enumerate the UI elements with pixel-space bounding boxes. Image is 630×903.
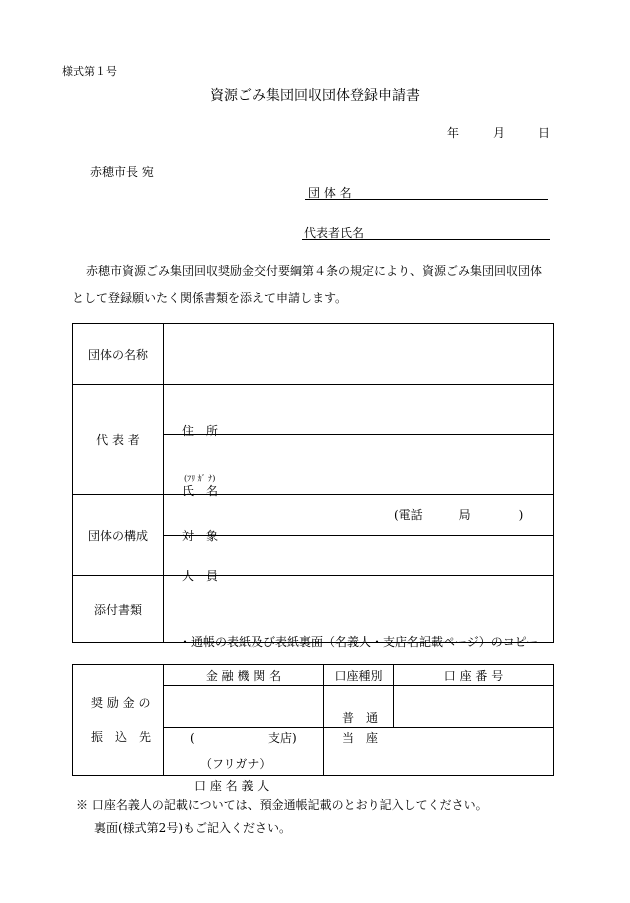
name-label: 氏 名 xyxy=(182,483,219,498)
note-line-1: ※ 口座名義人の記載については、預金通帳記載のとおり記入してください。 xyxy=(76,798,488,812)
form-number: 様式第１号 xyxy=(62,65,117,78)
account-number-field[interactable] xyxy=(394,686,554,728)
date-month: 月 xyxy=(493,126,506,140)
account-type-field[interactable] xyxy=(324,686,394,745)
body-line-2: として登録願いたく関係書類を添えて申請します。 xyxy=(72,291,348,305)
composition-header: 団体の構成 xyxy=(73,495,164,576)
name-field[interactable] xyxy=(164,435,554,522)
page-title: 資源ごみ集団回収団体登録申請書 xyxy=(210,88,420,104)
side-label-2: 振 込 先 xyxy=(91,730,152,744)
account-holder-label-cell xyxy=(164,728,324,793)
bank-name-field[interactable] xyxy=(164,686,324,745)
group-name-label: 団 体 名 xyxy=(308,186,352,200)
representative-name-line[interactable] xyxy=(302,239,550,240)
account-number-header: 口 座 番 号 xyxy=(394,665,554,686)
holder-label: 口 座 名 義 人 xyxy=(194,778,270,793)
representative-header: 代 表 者 xyxy=(73,385,164,495)
account-type-current: 当 座 xyxy=(342,730,379,745)
branch-open-paren: ( xyxy=(190,730,195,745)
representative-name-label: 代表者氏名 xyxy=(304,226,365,240)
transfer-destination-header xyxy=(73,665,164,776)
note-line-2: 裏面(様式第2号)もご記入ください。 xyxy=(94,821,291,835)
group-name-field[interactable] xyxy=(164,324,554,385)
branch-label: 支店) xyxy=(268,730,297,745)
account-type-ordinary: 普 通 xyxy=(342,710,379,725)
account-type-header: 口座種別 xyxy=(324,665,394,686)
date-year: 年 xyxy=(447,126,460,140)
furigana-label: (ﾌﾘ ｶﾞ ﾅ) xyxy=(184,473,216,483)
holder-furigana-label: （フリガナ） xyxy=(200,756,272,771)
phone-label: (電話 局 ) xyxy=(394,507,524,522)
group-name-line[interactable] xyxy=(305,199,548,200)
members-label: 人 員 xyxy=(182,568,219,583)
body-line-1: 赤穂市資源ごみ集団回収奨励金交付要綱第４条の規定により、資源ごみ集団回収団体 xyxy=(86,264,543,278)
side-label-1: 奨 励 金 の xyxy=(91,696,151,710)
group-name-header: 団体の名称 xyxy=(73,324,164,385)
address-label: 住 所 xyxy=(182,423,219,438)
target-label: 対 象 xyxy=(182,529,219,543)
addressee: 赤穂市長 宛 xyxy=(90,165,154,179)
application-table xyxy=(72,323,554,649)
attachments-value: ・通帳の表紙及び表紙裏面（名義人・支店名記載ページ）のコピー xyxy=(179,635,539,649)
address-field[interactable] xyxy=(164,385,554,438)
attachments-field xyxy=(164,576,554,649)
members-field[interactable] xyxy=(164,536,554,583)
bank-name-header: 金 融 機 関 名 xyxy=(164,665,324,686)
date-day: 日 xyxy=(538,126,551,140)
bank-transfer-table xyxy=(72,664,554,793)
attachments-header: 添付書類 xyxy=(73,576,164,643)
body-paragraph xyxy=(72,258,562,312)
